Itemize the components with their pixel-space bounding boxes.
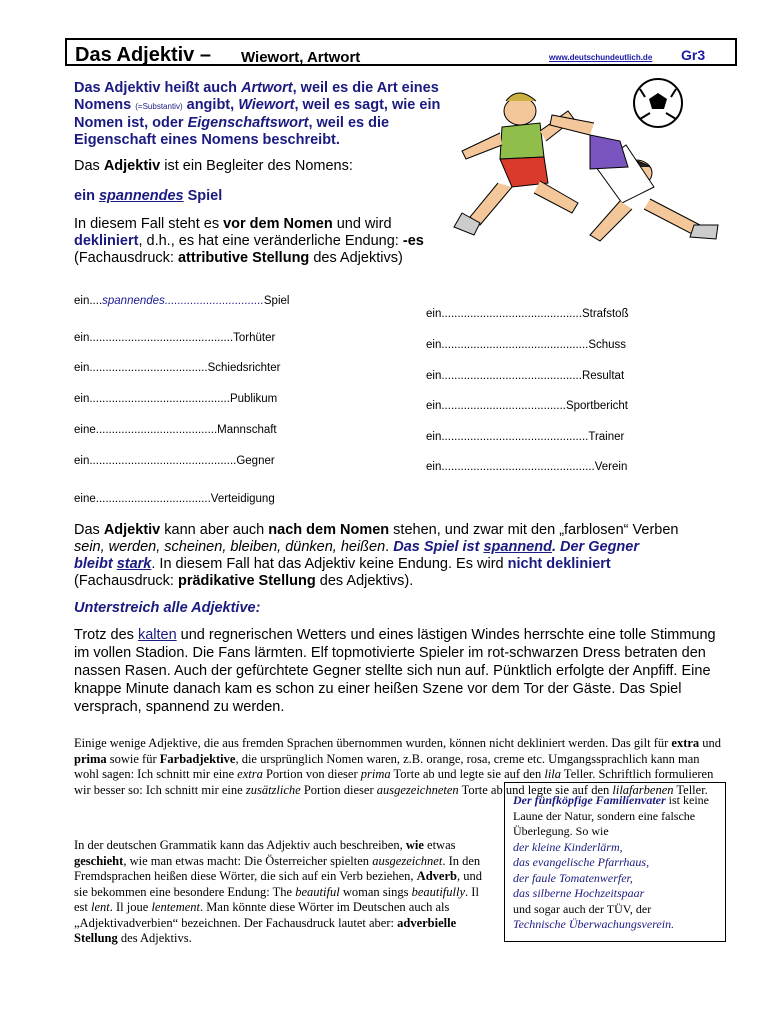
player-right-figure [550, 115, 718, 241]
intro-paragraph: Das Adjektiv heißt auch Artwort, weil es die Art eines Nomens (=Substantiv) angibt, Wiewort, weil es sagt, wie ein Nomen ist, oder Eigenschaftswort, weil es die Eigenschaft eines Nomens beschreibt. [74, 80, 441, 148]
exercise-row-left-6[interactable]: ein..............................................Gegner [74, 455, 275, 467]
grade-label: Gr3 [681, 47, 706, 63]
predicative-explanation: Das Adjektiv kann aber auch nach dem Nomen stehen, und zwar mit den „farblosen“ Verben sein, werden, scheinen, bleiben, dünken, heißen. Das Spiel ist spannend. Der Gegner bleibt stark. In diesem Fall hat das Adjektiv keine Endung. Es wird nicht dekliniert (Fachausdruck: prädikative Stellung des Adjektivs). [74, 522, 679, 589]
exercise-row-left-7[interactable]: eine....................................Verteidigung [74, 493, 275, 505]
task-text[interactable]: Trotz des kalten und regnerischen Wetters und eines lästigen Windes herrschte eine tolle Stimmung im vollen Stadion. Die Fans lärmten. Elf topmotivierte Spieler im rot-schwarzen Dress betraten den nassen Rasen. Auch der gefürchtete Gegner stellte sich nun auf. Pünktlich erfolgte der Anpfiff. Eine knappe Minute danach kam es schon zu einer heißen Szene vor dem Tor der Gäste. Das Spiel versprach, spannend zu werden. [74, 627, 716, 715]
exercise-row-left-5[interactable]: eine......................................Mannschaft [74, 424, 277, 436]
exercise-row-right-4[interactable]: ein.......................................Sportbericht [426, 400, 628, 412]
exercise-row-left-2[interactable]: ein.............................................Torhüter [74, 332, 276, 344]
attributive-explanation: In diesem Fall steht es vor dem Nomen und wird dekliniert, d.h., es hat eine veränderliche Endung: -es (Fachausdruck: attributive Stellung des Adjektivs) [74, 216, 424, 266]
player-left-figure [454, 93, 578, 235]
exercise-row-right-3[interactable]: ein............................................Resultat [426, 370, 625, 382]
page-subtitle: Wiewort, Artwort [241, 49, 361, 66]
exercise-row-left-1[interactable]: ein....spannendes...............................Spiel [74, 295, 290, 307]
familienvater-box: Der fünfköpfige Familienvater ist keine Laune der Natur, sondern eine falsche Überlegung. So wie der kleine Kinderlärm, das evangelische Pfarrhaus, der faule Tomatenwerfer, das silberne Hochzeitspaar und sogar auch der TÜV, der Technische Überwachungsverein. [504, 782, 726, 942]
note-adverbial-position: In der deutschen Grammatik kann das Adjektiv auch beschreiben, wie etwas geschieht, wie man etwas macht: Die Österreicher spielten ausgezeichnet. In den Fremdsprachen heißen diese Wörter, die sich auf ein Verb beziehen, Adverb, und sie bekommen eine besondere Endung: The beautiful woman sings beautifully. Il est lent. Il joue lentement. Man könnte diese Wörter im Deutschen auch als „Adjektivadverbien“ bezeichnen. Der Fachausdruck lautet aber: adverbielle Stellung des Adjektivs. [74, 838, 482, 945]
exercise-row-left-4[interactable]: ein............................................Publikum [74, 393, 278, 405]
exercise-row-right-6[interactable]: ein................................................Verein [426, 461, 628, 473]
page-title: Das Adjektiv – [75, 44, 211, 66]
website-link[interactable]: www.deutschundeutlich.de [549, 53, 653, 62]
note-foreign-adjectives: Einige wenige Adjektive, die aus fremden Sprachen übernommen wurden, können nicht dekliniert werden. Das gilt für extra und prima sowie für Farbadjektive, die ursprünglich Nomen waren, z.B. orange, rosa, creme etc. Umgangssprachlich kann man wohl sagen: Ich schnitt mir eine extra Portion von dieser prima Torte ab und legte sie auf den lila Teller. Schriftlich formulieren wir besser so: Ich schnitt mir eine zusätzliche Portion dieser ausgezeichneten Torte ab und legte sie auf den lilafarbenen Teller. [74, 736, 722, 797]
exercise-row-right-5[interactable]: ein..............................................Trainer [426, 431, 625, 443]
task-heading: Unterstreich alle Adjektive: [74, 600, 261, 616]
football-icon [634, 79, 682, 127]
exercise-row-right-2[interactable]: ein..............................................Schuss [426, 339, 627, 351]
exercise-row-right-1[interactable]: ein............................................Strafstoß [426, 308, 629, 320]
companion-sentence: Das Adjektiv ist ein Begleiter des Nomens: [74, 158, 353, 174]
example-phrase: ein spannendes Spiel [74, 188, 223, 204]
football-players-illustration [440, 75, 730, 245]
exercise-row-left-3[interactable]: ein.....................................Schiedsrichter [74, 362, 281, 374]
